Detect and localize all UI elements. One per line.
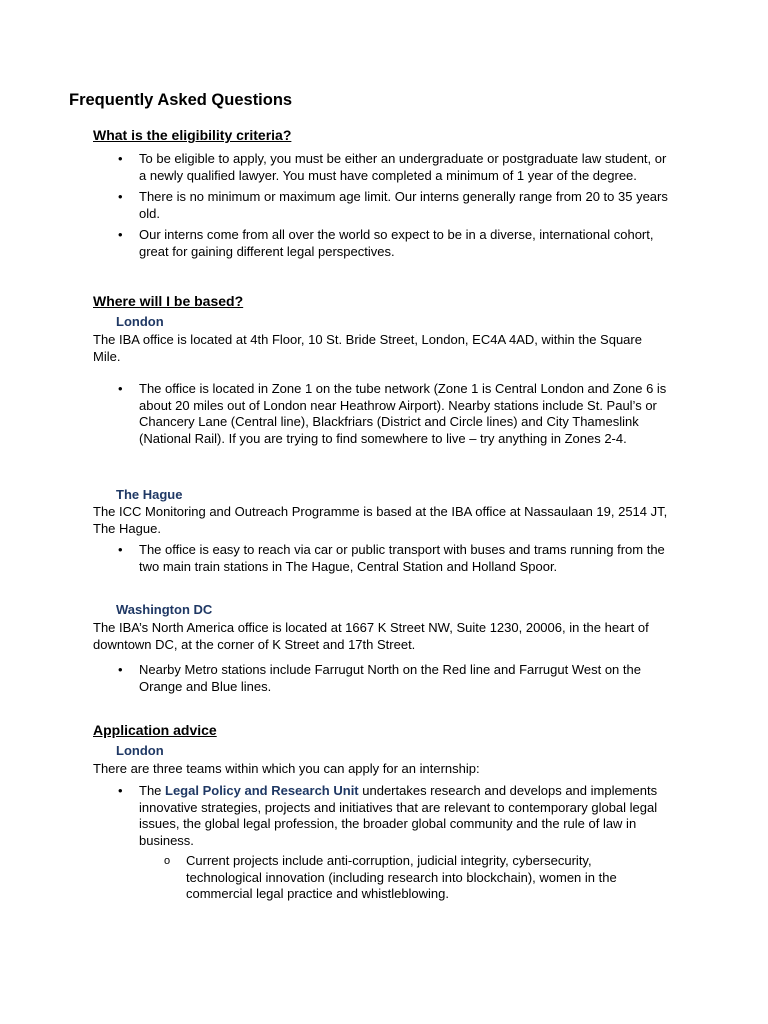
list-item: • To be eligible to apply, you must be either an undergraduate or postgraduate law student, or a newly qualified lawyer. You must have completed a minimum of 1 year of the degree. — [118, 151, 667, 183]
hague-heading: The Hague — [116, 487, 183, 502]
sub-bullet-icon: o — [164, 855, 171, 867]
bullet-icon: • — [118, 227, 123, 242]
hague-address: The ICC Monitoring and Outreach Programme is based at the IBA office at Nassaulaan 19, 2514 JT, The Hague. — [93, 504, 668, 536]
london-list — [118, 381, 674, 447]
list-item: • The Legal Policy and Research Unit undertakes research and develops and implements innovative strategies, projects and initiatives that are relevant to contemporary global legal issues, the global legal profession, the broader global community and the rule of law in business. — [118, 783, 658, 848]
dc-heading: Washington DC — [116, 602, 213, 617]
hague-list — [118, 542, 674, 575]
list-item: • Nearby Metro stations include Farrugut North on the Red line and Farrugut West on the Orange and Blue lines. — [118, 662, 641, 694]
advice-london-heading: London — [116, 743, 164, 758]
advice-sub-list — [164, 853, 666, 903]
bullet-icon: • — [118, 189, 123, 204]
advice-intro: There are three teams within which you can apply for an internship: — [93, 761, 480, 776]
dc-address: The IBA’s North America office is located at 1667 K Street NW, Suite 1230, 20006, in the heart of downtown DC, at the corner of K Street and 17th Street. — [93, 620, 649, 652]
dc-list — [118, 662, 674, 695]
list-item: • The office is easy to reach via car or public transport with buses and trams running from the two main train stations in The Hague, Central Station and Holland Spoor. — [118, 542, 665, 574]
bullet-icon: • — [118, 542, 123, 557]
list-item: o Current projects include anti-corruption, judicial integrity, cybersecurity, technological innovation (including research into blockchain), women in the commercial legal practice and whistleblowing. — [164, 853, 617, 901]
bullet-icon: • — [118, 151, 123, 166]
list-item: • Our interns come from all over the world so expect to be in a diverse, international cohort, great for gaining different legal perspectives. — [118, 227, 654, 259]
bullet-icon: • — [118, 381, 123, 396]
list-item: • The office is located in Zone 1 on the tube network (Zone 1 is Central London and Zone 6 is about 20 miles out of London near Heathrow Airport). Nearby stations include St. Paul’s or Chancery Lane (Central line), Blackfriars (District and Circle lines) and City Thameslink (National Rail). If you are trying to find somewhere to live – try anything in Zones 2-4. — [118, 381, 667, 446]
london-address: The IBA office is located at 4th Floor, 10 St. Bride Street, London, EC4A 4AD, within the Square Mile. — [93, 332, 642, 364]
advice-list — [118, 783, 659, 849]
list-item: • There is no minimum or maximum age limit. Our interns generally range from 20 to 35 years old. — [118, 189, 668, 221]
based-heading: Where will I be based? — [93, 293, 244, 309]
bullet-icon: • — [118, 783, 123, 798]
eligibility-list — [118, 151, 674, 260]
london-heading: London — [116, 314, 164, 329]
legal-policy-unit-link[interactable]: Legal Policy and Research Unit — [165, 783, 359, 798]
eligibility-heading: What is the eligibility criteria? — [93, 127, 292, 143]
advice-heading: Application advice — [93, 722, 217, 738]
bullet-icon: • — [118, 662, 123, 677]
page-title: Frequently Asked Questions — [69, 91, 293, 109]
